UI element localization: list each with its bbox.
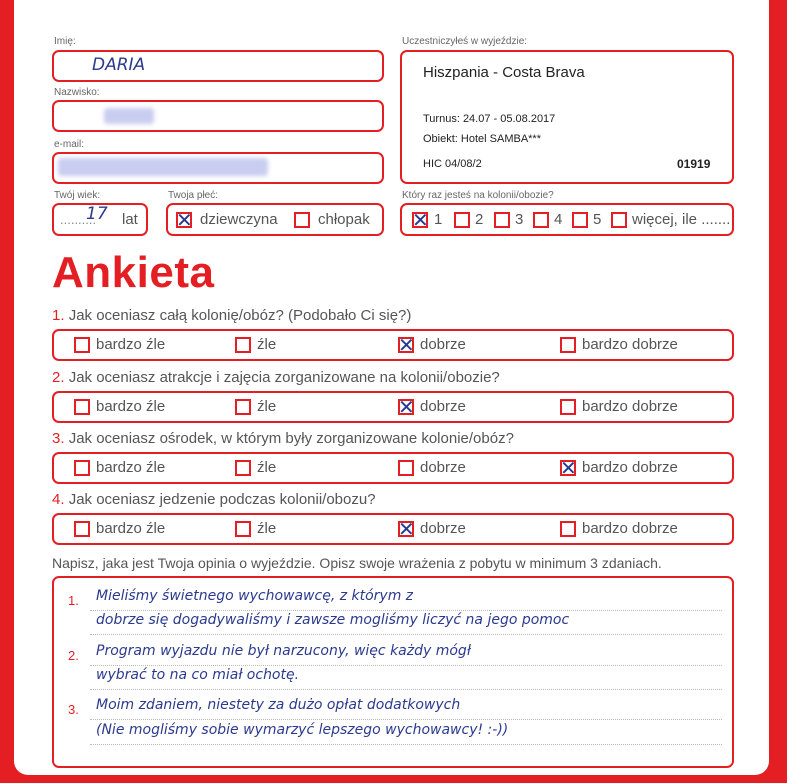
times-1-label: 1 [434,211,443,228]
question-3-text [52,430,514,447]
times-label: Który raz jesteś na kolonii/obozie? [402,190,554,201]
question-1-option-2-checkbox[interactable] [235,337,251,353]
survey-title: Ankieta [52,248,215,297]
question-2-option-4-label: bardzo dobrze [582,398,678,415]
question-label: Jak oceniasz całą kolonię/obóz? (Podobało Ci się?) [68,307,412,324]
question-1-option-4-label: bardzo dobrze [582,336,678,353]
check-mark-icon: ✕ [176,208,193,232]
times-5-label: 5 [593,211,602,228]
question-label: Jak oceniasz ośrodek, w którym były zorganizowane kolonie/obóz? [68,430,514,447]
question-3-option-3-checkbox[interactable] [398,460,414,476]
question-2-text [52,369,500,386]
ruled-line [90,689,722,690]
answer-3-line-1: Moim zdaniem, niestety za dużo opłat dodatkowych [96,697,461,713]
question-label: Jak oceniasz atrakcje i zajęcia zorganizowane na kolonii/obozie? [68,369,500,386]
trip-turnus: Turnus: 24.07 - 05.08.2017 [423,113,556,125]
question-1-text [52,307,411,324]
answer-2-line-1: Program wyjazdu nie był narzucony, więc każdy mógł [96,643,471,659]
times-3-label: 3 [515,211,524,228]
check-mark-icon: ✕ [398,395,415,419]
gender-female-label: dziewczyna [200,211,278,228]
gender-male-checkbox[interactable] [294,212,310,228]
question-1-option-3-checkbox[interactable] [398,333,415,357]
question-2-option-1-checkbox[interactable] [74,399,90,415]
trip-obiekt: Obiekt: Hotel SAMBA*** [423,133,541,145]
answer-3-line-2: (Nie mogliśmy sobie wymarzyć lepszego wychowawcy! :-)) [96,722,509,738]
check-mark-icon: ✕ [412,208,429,232]
gender-label: Twoja płeć: [168,190,219,201]
times-more-checkbox[interactable] [611,212,627,228]
ruled-line [90,665,722,666]
question-number: 3. [52,430,65,447]
question-1-option-3-label: dobrze [420,336,466,353]
ruled-line [90,744,722,745]
ruled-line [90,634,722,635]
ruled-line [90,719,722,720]
question-4-option-4-label: bardzo dobrze [582,520,678,537]
name-label: Imię: [54,36,76,47]
times-4-checkbox[interactable] [533,212,549,228]
times-1-checkbox[interactable] [412,208,429,232]
question-4-option-2-label: źle [257,520,277,537]
question-3-option-1-checkbox[interactable] [74,460,90,476]
question-2-option-2-checkbox[interactable] [235,399,251,415]
question-3-option-4-checkbox[interactable] [560,456,577,480]
question-4-option-1-label: bardzo źle [96,520,166,537]
question-2-option-2-label: źle [257,398,277,415]
question-1-option-2-label: źle [257,336,277,353]
question-2-option-3-label: dobrze [420,398,466,415]
question-2-option-3-checkbox[interactable] [398,395,415,419]
answer-2-number: 2. [68,648,79,663]
question-number: 1. [52,307,65,324]
check-mark-icon: ✕ [560,456,577,480]
gender-female-checkbox[interactable] [176,208,193,232]
times-2-checkbox[interactable] [454,212,470,228]
answer-2-line-2: wybrać to na co miał ochotę. [96,667,300,683]
question-3-option-2-label: źle [257,459,277,476]
question-number: 4. [52,491,65,508]
question-3-option-2-checkbox[interactable] [235,460,251,476]
age-value: 17 [86,204,108,224]
question-2-option-4-checkbox[interactable] [560,399,576,415]
question-4-option-2-checkbox[interactable] [235,521,251,537]
trip-code: HIC 04/08/2 [423,158,482,170]
age-dots: .......... [60,212,97,227]
email-label: e-mail: [54,139,85,150]
question-4-option-3-label: dobrze [420,520,466,537]
opinion-prompt: Napisz, jaka jest Twoja opinia o wyjeździe. Opisz swoje wrażenia z pobytu w minimum 3 zdaniach. [52,555,662,571]
question-1-option-1-checkbox[interactable] [74,337,90,353]
age-unit: lat [122,211,138,228]
age-label: Twój wiek: [54,190,101,201]
times-3-checkbox[interactable] [494,212,510,228]
question-3-option-3-label: dobrze [420,459,466,476]
ruled-line [90,610,722,611]
times-5-checkbox[interactable] [572,212,588,228]
question-3-option-4-label: bardzo dobrze [582,459,678,476]
question-1-option-4-checkbox[interactable] [560,337,576,353]
times-4-label: 4 [554,211,563,228]
question-1-option-1-label: bardzo źle [96,336,166,353]
surname-field[interactable] [52,100,384,132]
question-2-option-1-label: bardzo źle [96,398,166,415]
trip-number: 01919 [677,157,711,171]
trip-title: Hiszpania - Costa Brava [423,64,585,81]
email-redacted [58,158,268,176]
question-3-option-1-label: bardzo źle [96,459,166,476]
question-4-option-4-checkbox[interactable] [560,521,576,537]
trip-label: Uczestniczyłeś w wyjeździe: [402,36,528,47]
gender-male-label: chłopak [318,211,370,228]
answer-3-number: 3. [68,702,79,717]
question-4-option-1-checkbox[interactable] [74,521,90,537]
question-4-option-3-checkbox[interactable] [398,517,415,541]
question-number: 2. [52,369,65,386]
answer-1-number: 1. [68,593,79,608]
check-mark-icon: ✕ [398,333,415,357]
times-2-label: 2 [475,211,484,228]
answer-1-line-2: dobrze się dogadywaliśmy i zawsze mogliśmy liczyć na jego pomoc [96,612,570,628]
question-4-text [52,491,376,508]
question-label: Jak oceniasz jedzenie podczas kolonii/obozu? [68,491,376,508]
times-more-label: więcej, ile ....... [632,211,731,228]
surname-label: Nazwisko: [54,87,100,98]
answer-1-line-1: Mieliśmy świetnego wychowawcę, z którym z [96,588,414,604]
check-mark-icon: ✕ [398,517,415,541]
name-value: DARIA [92,55,146,75]
surname-redacted [104,108,154,124]
